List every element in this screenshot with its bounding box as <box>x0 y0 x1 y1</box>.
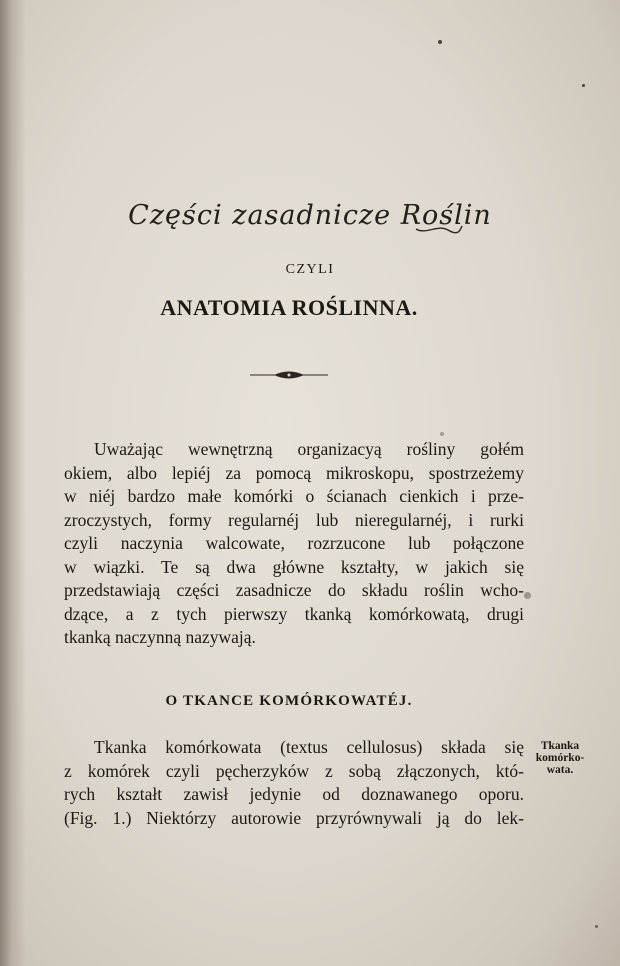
section-heading: O TKANCE KOMÓRKOWATÉJ. <box>165 693 413 709</box>
paper-spot <box>524 592 531 599</box>
paper-spot <box>582 84 585 87</box>
margin-note <box>524 740 596 776</box>
text-line: z komórek czyli pęcherzyków z sobą złączonych, któ- <box>64 760 524 781</box>
subtitle-connector: CZYLI <box>285 262 335 277</box>
text-line: zroczystych, formy regularnéj lub nieregularnéj, i rurki <box>64 509 524 530</box>
text-line: rych kształt zawisł jedynie od doznawanego oporu. <box>64 784 524 804</box>
text-line: dzące, a z tych pierwszy tkanką komórkowatą, drugi <box>64 603 524 624</box>
text-line: czyli naczynia walcowate, rozrzucone lub połączone <box>64 533 524 553</box>
intro-paragraph <box>64 438 524 650</box>
text-line: tkanką naczynną nazywają. <box>64 627 256 647</box>
text-line: przedstawiają części zasadnicze do składu roślin wcho- <box>64 580 524 600</box>
text-line: Tkanka komórkowata (textus cellulosus) składa się <box>94 737 524 757</box>
paper-spot <box>438 40 442 44</box>
text-line: Uważając wewnętrzną organizacyą rośliny gołém <box>94 439 524 459</box>
paper-spot <box>595 925 598 928</box>
text-line: w wiązki. Te są dwa główne kształty, w jakich się <box>64 556 524 577</box>
margin-note-line: wata. <box>546 764 574 776</box>
ornamental-rule <box>248 369 330 381</box>
handwritten-title: Części zasadnicze Roślin <box>128 200 492 231</box>
title-flourish <box>414 222 464 236</box>
text-line: (Fig. 1.) Niektórzy autorowie przyrównywali ją do lek- <box>64 807 524 828</box>
section-paragraph <box>64 736 524 830</box>
text-line: w niéj bardzo małe komórki o ścianach cienkich i prze- <box>64 486 524 506</box>
paper-spot <box>440 432 444 436</box>
margin-note-line: Tkanka <box>540 740 580 752</box>
margin-note-line: komórko- <box>535 752 585 764</box>
page-title: ANATOMIA ROŚLINNA. <box>160 295 418 320</box>
text-line: okiem, albo lepiéj za pomocą mikroskopu, spostrzeżemy <box>64 462 524 483</box>
